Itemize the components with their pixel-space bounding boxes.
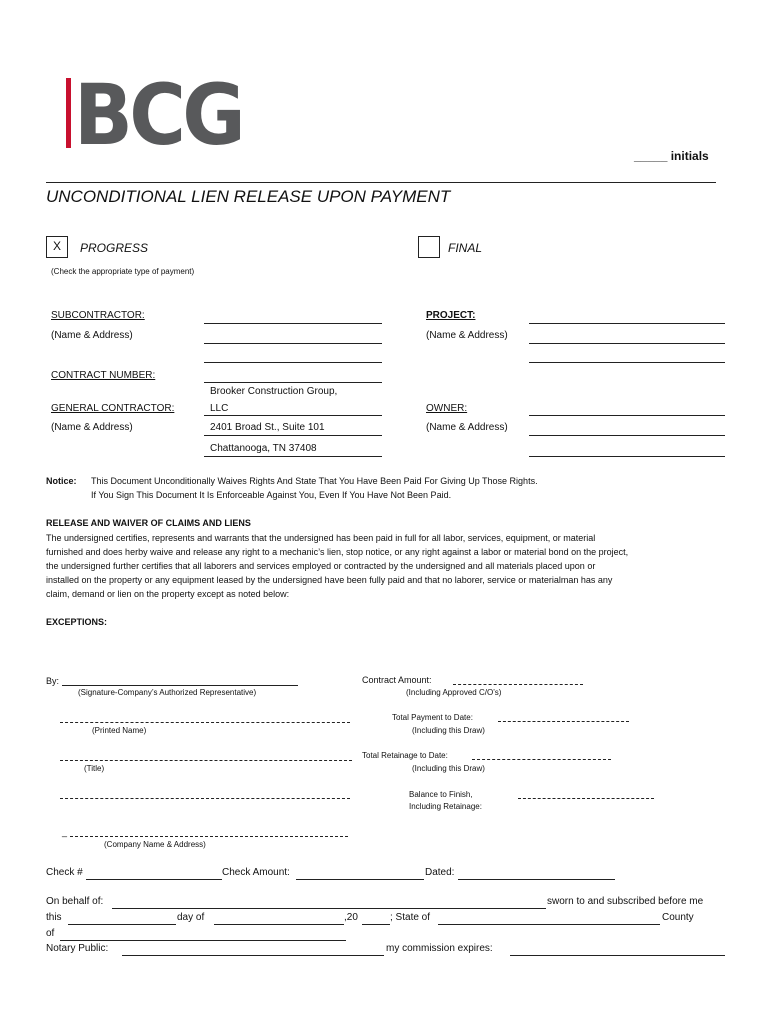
check-number-line[interactable] — [86, 879, 222, 880]
contract-number-label: CONTRACT NUMBER: — [51, 370, 156, 381]
total-retainage-caption: (Including this Draw) — [412, 764, 485, 773]
balance-label2: Including Retainage: — [409, 802, 482, 811]
document-title: UNCONDITIONAL LIEN RELEASE UPON PAYMENT — [46, 187, 451, 206]
this-label: this — [46, 912, 62, 923]
project-name-address: (Name & Address) — [426, 330, 508, 341]
release-line: claim, demand or lien on the property except as noted below: — [46, 589, 290, 599]
owner-label: OWNER: — [426, 403, 468, 414]
year-label: ,20 — [344, 912, 358, 923]
header-rule — [46, 182, 716, 183]
sworn-text: sworn to and subscribed before me — [547, 896, 704, 907]
exceptions-label: EXCEPTIONS: — [46, 617, 108, 627]
initials-blank: _____ — [634, 149, 668, 163]
notice-label: Notice: — [46, 476, 77, 486]
dated-line[interactable] — [458, 879, 615, 880]
owner-line-1[interactable] — [529, 415, 725, 416]
total-payment-line[interactable] — [498, 721, 629, 722]
gc-address2: Chattanooga, TN 37408 — [210, 443, 317, 454]
check-number-label: Check # — [46, 867, 83, 878]
subcontractor-label: SUBCONTRACTOR: — [51, 310, 145, 321]
release-line: the undersigned further certifies that all laborers and services employed or contracted by the undersigned and all materials placed upon or — [46, 561, 596, 571]
notice-line1: This Document Unconditionally Waives Rights And State That You Have Been Paid For Giving Up Those Rights. — [91, 476, 538, 486]
gc-name-line1: Brooker Construction Group, — [210, 386, 338, 397]
owner-line-2[interactable] — [529, 435, 725, 436]
county-line[interactable] — [60, 940, 346, 941]
gc-name-line — [204, 415, 382, 416]
company-line[interactable] — [70, 836, 348, 837]
release-line: The undersigned certifies, represents and warrants that the undersigned has been paid in full for all labor, services, equipment, or material — [46, 533, 596, 543]
total-payment-label: Total Payment to Date: — [392, 713, 473, 722]
release-line: furnished and does herby waive and release any right to a mechanic’s lien, stop notice, or any right against a labor or material bond on the project, — [46, 547, 629, 557]
subcontractor-line-2[interactable] — [204, 343, 382, 344]
state-of-label: ; State of — [390, 912, 431, 923]
release-heading: RELEASE AND WAIVER OF CLAIMS AND LIENS — [46, 518, 251, 528]
check-amount-line[interactable] — [296, 879, 424, 880]
project-label: PROJECT: — [426, 310, 476, 321]
balance-line[interactable] — [518, 798, 654, 799]
total-retainage-line[interactable] — [472, 759, 611, 760]
gc-name-line2: LLC — [210, 403, 229, 414]
general-contractor-label: GENERAL CONTRACTOR: — [51, 403, 175, 414]
progress-label: PROGRESS — [80, 241, 149, 255]
company-caption: (Company Name & Address) — [104, 840, 206, 849]
initials-label: initials — [670, 149, 709, 163]
on-behalf-line[interactable] — [112, 908, 546, 909]
notary-public-label: Notary Public: — [46, 943, 109, 954]
final-label: FINAL — [448, 241, 483, 255]
release-body — [46, 531, 726, 601]
printed-name-line[interactable] — [60, 722, 350, 723]
contract-amount-label: Contract Amount: — [362, 675, 432, 685]
on-behalf-label: On behalf of: — [46, 896, 104, 907]
contract-amount-caption: (Including Approved C/O’s) — [406, 688, 502, 697]
logo-accent-bar — [66, 78, 71, 148]
title-line[interactable] — [60, 760, 352, 761]
gc-name-address: (Name & Address) — [51, 422, 133, 433]
owner-name-address: (Name & Address) — [426, 422, 508, 433]
signature-line[interactable] — [62, 685, 298, 686]
day-line[interactable] — [68, 924, 176, 925]
dated-label: Dated: — [425, 867, 455, 878]
contract-number-line[interactable] — [204, 382, 382, 383]
title-caption: (Title) — [84, 764, 105, 773]
of-label: of — [46, 928, 55, 939]
bcg-logo — [64, 74, 244, 150]
total-payment-caption: (Including this Draw) — [412, 726, 485, 735]
subcontractor-line-1[interactable] — [204, 323, 382, 324]
progress-checkbox[interactable]: X — [46, 236, 68, 258]
total-retainage-label: Total Retainage to Date: — [362, 751, 448, 760]
day-of-label: day of — [177, 912, 205, 923]
release-line: installed on the property or any equipment leased by the undersigned have been fully paid and that no laborer, service or materialman has any — [46, 575, 613, 585]
signature-caption: (Signature-Company’s Authorized Representative) — [78, 688, 257, 697]
final-checkbox[interactable] — [418, 236, 440, 258]
payment-type-instruction: (Check the appropriate type of payment) — [51, 267, 195, 276]
subcontractor-line-3[interactable] — [204, 362, 382, 363]
check-amount-label: Check Amount: — [222, 867, 290, 878]
state-line[interactable] — [438, 924, 660, 925]
gc-address-line — [204, 435, 382, 436]
printed-name-caption: (Printed Name) — [92, 726, 147, 735]
project-line-3[interactable] — [529, 362, 725, 363]
extra-line[interactable] — [60, 798, 350, 799]
initials-field — [634, 149, 709, 163]
project-line-2[interactable] — [529, 343, 725, 344]
subcontractor-name-address: (Name & Address) — [51, 330, 133, 341]
commission-label: my commission expires: — [386, 943, 493, 954]
company-prefix: _ — [62, 827, 68, 837]
contract-amount-line[interactable] — [453, 684, 583, 685]
month-line[interactable] — [214, 924, 344, 925]
notary-public-line[interactable] — [122, 955, 384, 956]
by-label: By: — [46, 676, 60, 686]
balance-label1: Balance to Finish, — [409, 790, 473, 799]
gc-city-line — [204, 456, 382, 457]
notice-line2: If You Sign This Document It Is Enforceable Against You, Even If You Have Not Been Paid. — [91, 490, 452, 500]
gc-address1: 2401 Broad St., Suite 101 — [210, 422, 325, 433]
county-label: County — [662, 912, 694, 923]
logo-text: BCG — [74, 74, 242, 150]
project-line-1[interactable] — [529, 323, 725, 324]
owner-line-3[interactable] — [529, 456, 725, 457]
year-line[interactable] — [362, 924, 390, 925]
commission-line[interactable] — [510, 955, 725, 956]
